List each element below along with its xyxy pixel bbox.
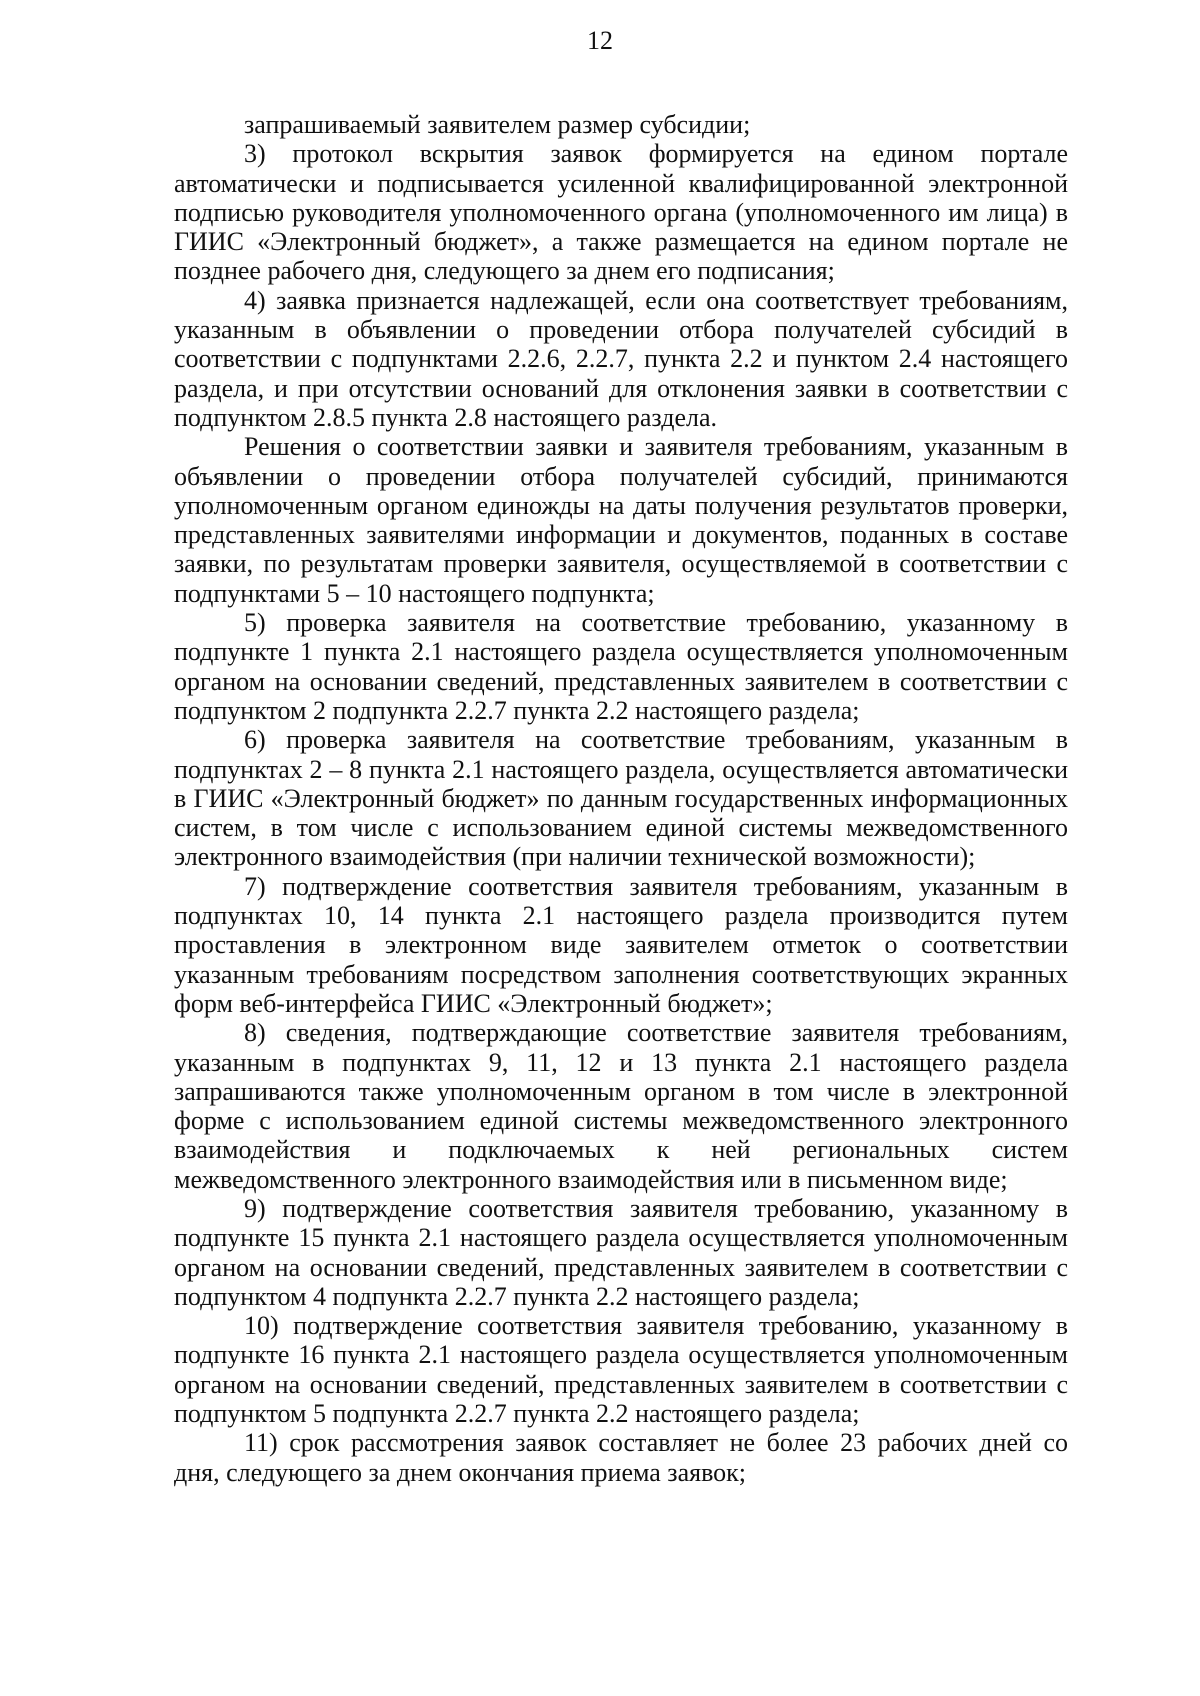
paragraph-item-3: 3) протокол вскрытия заявок формируется на едином портале автоматически и подписывается усиленной квалифицированной электронной подписью руководителя уполномоченного органа (уполномоченного им лица) в ГИИС «Электронный бюджет», а также размещается на едином портале не позднее рабочего дня, следующего за днем его подписания; — [174, 139, 1068, 286]
document-body — [174, 110, 1068, 1487]
paragraph-decisions: Решения о соответствии заявки и заявителя требованиям, указанным в объявлении о проведении отбора получателей субсидий, принимаются уполномоченным органом единожды на даты получения результатов проверки, представленных заявителями информации и документов, поданных в составе заявки, по результатам проверки заявителя, осуществляемой в соответствии с подпунктами 5 – 10 настоящего подпункта; — [174, 432, 1068, 608]
paragraph-item-8: 8) сведения, подтверждающие соответствие заявителя требованиям, указанным в подпунктах 9, 11, 12 и 13 пункта 2.1 настоящего раздела запрашиваются также уполномоченным органом в том числе в электронной форме с использованием единой системы межведомственного электронного взаимодействия и подключаемых к ней региональных систем межведомственного электронного взаимодействия или в письменном виде; — [174, 1018, 1068, 1194]
paragraph-item-10: 10) подтверждение соответствия заявителя требованию, указанному в подпункте 16 пункта 2.1 настоящего раздела осуществляется уполномоченным органом на основании сведений, представленных заявителем в соответствии с подпунктом 5 подпункта 2.2.7 пункта 2.2 настоящего раздела; — [174, 1311, 1068, 1429]
paragraph-item-4: 4) заявка признается надлежащей, если она соответствует требованиям, указанным в объявлении о проведении отбора получателей субсидий в соответствии с подпунктами 2.2.6, 2.2.7, пункта 2.2 и пунктом 2.4 настоящего раздела, и при отсутствии оснований для отклонения заявки в соответствии с подпунктом 2.8.5 пункта 2.8 настоящего раздела. — [174, 285, 1068, 432]
paragraph-item-7: 7) подтверждение соответствия заявителя требованиям, указанным в подпунктах 10, 14 пункта 2.1 настоящего раздела производится путем проставления в электронном виде заявителем отметок о соответствии указанным требованиям посредством заполнения соответствующих экранных форм веб-интерфейса ГИИС «Электронный бюджет»; — [174, 871, 1068, 1018]
paragraph-item-6: 6) проверка заявителя на соответствие требованиям, указанным в подпунктах 2 – 8 пункта 2.1 настоящего раздела, осуществляется автоматически в ГИИС «Электронный бюджет» по данным государственных информационных систем, в том числе с использованием единой системы межведомственного электронного взаимодействия (при наличии технической возможности); — [174, 725, 1068, 872]
paragraph-continuation: запрашиваемый заявителем размер субсидии; — [244, 110, 751, 139]
page-number: 12 — [587, 26, 613, 55]
paragraph-item-9: 9) подтверждение соответствия заявителя требованию, указанному в подпункте 15 пункта 2.1 настоящего раздела осуществляется уполномоченным органом на основании сведений, представленных заявителем в соответствии с подпунктом 4 подпункта 2.2.7 пункта 2.2 настоящего раздела; — [174, 1193, 1068, 1311]
paragraph-item-5: 5) проверка заявителя на соответствие требованию, указанному в подпункте 1 пункта 2.1 настоящего раздела осуществляется уполномоченным органом на основании сведений, представленных заявителем в соответствии с подпунктом 2 подпункта 2.2.7 пункта 2.2 настоящего раздела; — [174, 608, 1068, 725]
paragraph-item-11: 11) срок рассмотрения заявок составляет не более 23 рабочих дней со дня, следующего за днем окончания приема заявок; — [174, 1428, 1068, 1487]
